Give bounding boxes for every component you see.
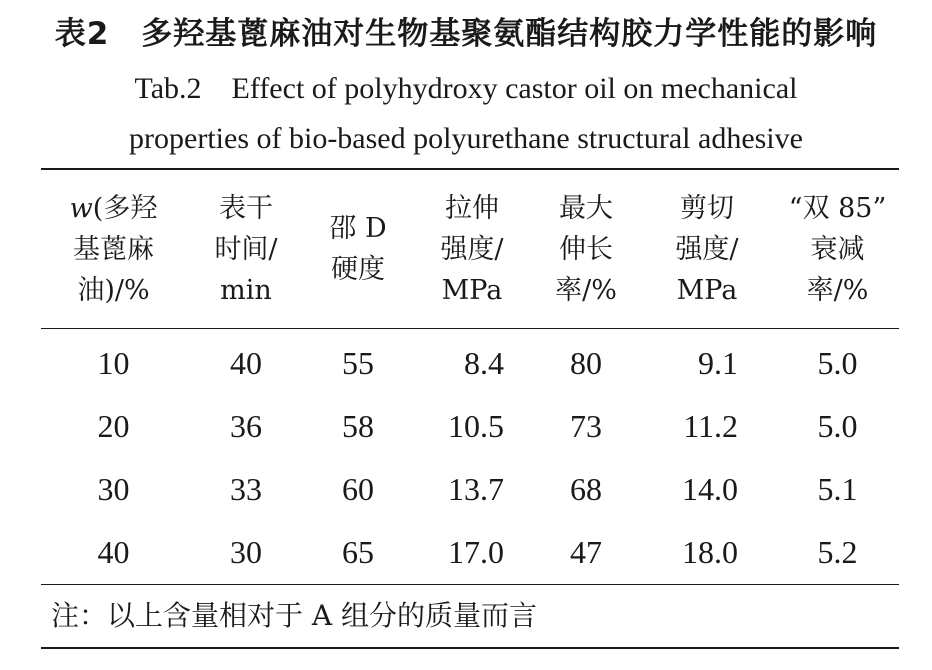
- header-double-85-decay-rate-line-3: 率/%: [806, 274, 869, 306]
- properties-table: [41, 168, 899, 649]
- table-title-english: [0, 64, 932, 164]
- cell-max-elongation: 73: [570, 408, 602, 444]
- table-row: [41, 329, 899, 396]
- table-row: [41, 458, 899, 521]
- cell-surface-dry-time: 33: [230, 471, 262, 507]
- table-footer: [41, 585, 899, 649]
- cell-shear-strength: 18.0: [682, 534, 738, 570]
- cell-double-85-decay-rate: 5.0: [817, 345, 858, 381]
- table-row: [41, 521, 899, 585]
- cell-shore-d-hardness: 55: [342, 345, 374, 381]
- header-shear-strength-line-2: 强度/: [675, 233, 739, 265]
- cell-shore-d-hardness: 65: [342, 534, 374, 570]
- cell-shear-strength: 14.0: [682, 471, 738, 507]
- header-surface-dry-time: [186, 169, 306, 329]
- cell-double-85-decay-rate: 5.0: [817, 408, 858, 444]
- header-max-elongation: [534, 169, 638, 329]
- cell-max-elongation: 68: [570, 471, 602, 507]
- header-shore-d-hardness: [306, 169, 410, 329]
- header-row: [41, 169, 899, 329]
- cell-max-elongation: 47: [570, 534, 602, 570]
- table-title-english-line-2: properties of bio-based polyurethane structural adhesive: [129, 122, 803, 155]
- cell-surface-dry-time: 30: [230, 534, 262, 570]
- properties-table-container: [41, 168, 899, 649]
- cell-surface-dry-time: 40: [230, 345, 262, 381]
- header-double-85-decay-rate: [776, 169, 899, 329]
- header-tensile-strength-line-3: MPa: [441, 274, 503, 306]
- header-max-elongation-line-3: 率/%: [555, 274, 617, 306]
- header-tensile-strength-line-1: 拉伸: [445, 192, 499, 224]
- header-tensile-strength: [410, 169, 534, 329]
- header-shear-strength-line-3: MPa: [676, 274, 738, 306]
- header-castor-oil-content: [41, 169, 186, 329]
- header-max-elongation-line-1: 最大: [559, 192, 613, 224]
- table-title-chinese: 表2 多羟基蓖麻油对生物基聚氨酯结构胶力学性能的影响: [54, 16, 878, 52]
- cell-shore-d-hardness: 58: [342, 408, 374, 444]
- header-shear-strength-line-1: 剪切: [680, 192, 734, 224]
- cell-shear-strength: 11.2: [683, 408, 738, 444]
- header-castor-oil-content-line-1: (多羟: [92, 192, 158, 224]
- table-body: [41, 329, 899, 585]
- cell-double-85-decay-rate: 5.1: [817, 471, 858, 507]
- cell-shear-strength: 9.1: [698, 345, 738, 381]
- header-surface-dry-time-line-1: 表干: [219, 192, 273, 224]
- cell-max-elongation: 80: [570, 345, 602, 381]
- header-shore-d-hardness-line-1: 邵 D: [329, 213, 387, 244]
- cell-double-85-decay-rate: 5.2: [817, 534, 858, 570]
- header-surface-dry-time-line-3: min: [220, 274, 272, 306]
- cell-tensile-strength: 10.5: [448, 408, 504, 444]
- cell-tensile-strength: 13.7: [448, 471, 504, 507]
- cell-castor-oil-content: 30: [97, 471, 130, 507]
- cell-tensile-strength: 8.4: [464, 345, 504, 381]
- header-surface-dry-time-line-2: 时间/: [214, 233, 278, 265]
- cell-castor-oil-content: 10: [97, 345, 130, 381]
- table-row: [41, 395, 899, 458]
- header-double-85-decay-rate-line-2: 衰减: [810, 233, 865, 265]
- cell-castor-oil-content: 20: [97, 408, 130, 444]
- header-castor-oil-content-line-3: 油)/%: [77, 274, 150, 306]
- header-double-85-decay-rate-line-1: “双 85”: [788, 192, 887, 224]
- cell-tensile-strength: 17.0: [448, 534, 504, 570]
- header-castor-oil-content-symbol: w: [69, 192, 93, 224]
- header-castor-oil-content-line-2: 基蓖麻: [73, 233, 154, 265]
- cell-castor-oil-content: 40: [97, 534, 130, 570]
- header-shore-d-hardness-line-2: 硬度: [331, 254, 385, 285]
- header-max-elongation-line-2: 伸长: [559, 233, 613, 265]
- footnote-row: [41, 585, 899, 649]
- table-title-english-line-1: Tab.2 Effect of polyhydroxy castor oil on mechanical: [134, 72, 798, 105]
- cell-shore-d-hardness: 60: [342, 471, 374, 507]
- cell-surface-dry-time: 36: [230, 408, 262, 444]
- header-shear-strength: [638, 169, 776, 329]
- table-footnote: 注：以上含量相对于 A 组分的质量而言: [51, 599, 538, 632]
- header-tensile-strength-line-2: 强度/: [440, 233, 504, 265]
- table-header: [41, 169, 899, 329]
